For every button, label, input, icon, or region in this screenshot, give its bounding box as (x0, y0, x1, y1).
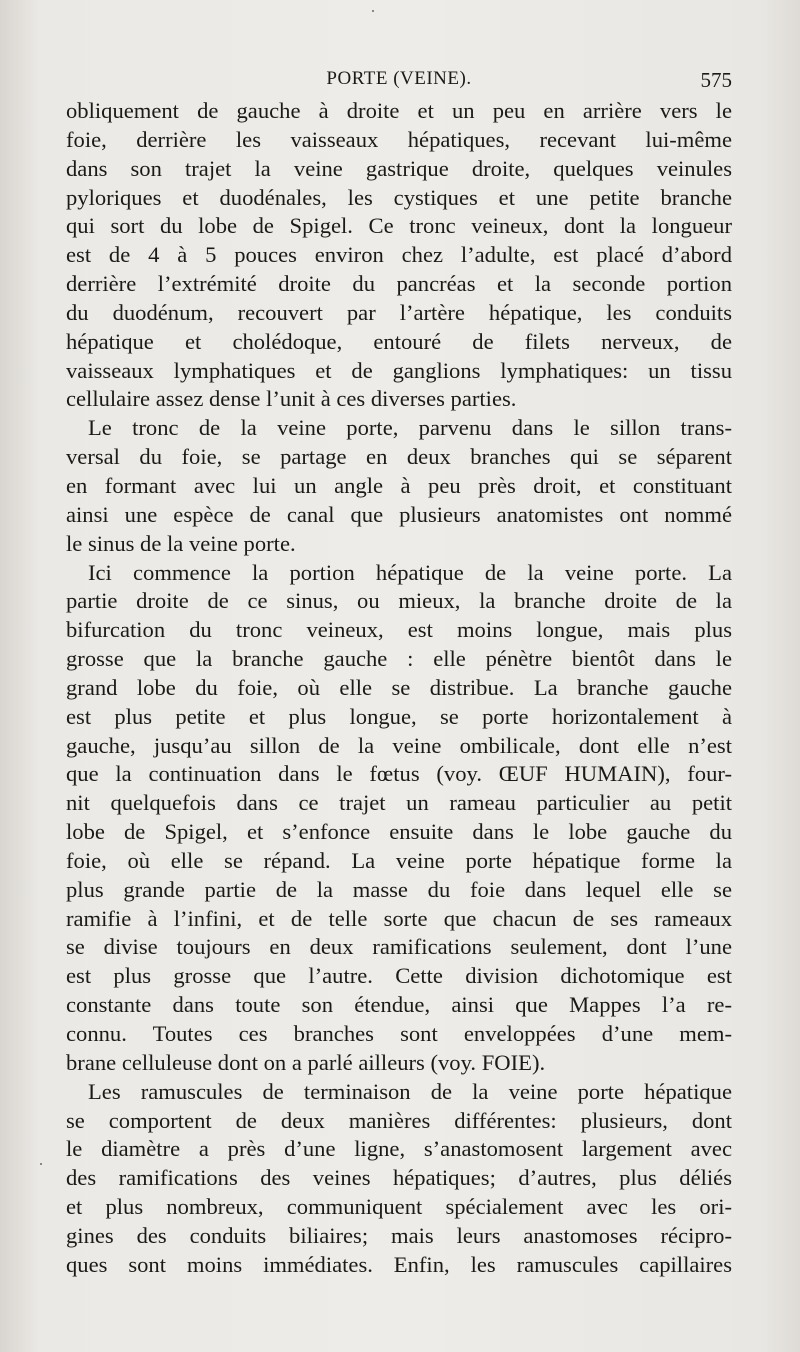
text-line: du duodénum, recouvert par l’artère hépatique, les conduits (66, 299, 732, 325)
text-line: est plus grosse que l’autre. Cette division dichotomique est (66, 963, 732, 989)
text-line: qui sort du lobe de Spigel. Ce tronc veineux, dont la longueur (66, 213, 732, 239)
text-line: Les ramuscules de terminaison de la veine porte hépatique (88, 1078, 732, 1104)
text-line: partie droite de ce sinus, ou mieux, la branche droite de la (66, 588, 732, 614)
text-line: ainsi une espèce de canal que plusieurs anatomistes ont nommé (66, 501, 732, 527)
text-line: Ici commence la portion hépatique de la veine porte. La (88, 559, 732, 585)
text-line: et plus nombreux, communiquent spécialement avec les ori- (66, 1194, 732, 1220)
body-text (66, 97, 732, 1280)
text-line: plus grande partie de la masse du foie dans lequel elle se (66, 876, 732, 902)
text-line: gines des conduits biliaires; mais leurs anastomoses récipro- (66, 1222, 732, 1248)
text-line: grosse que la branche gauche : elle pénètre bientôt dans le (66, 646, 732, 672)
text-line: ques sont moins immédiates. Enfin, les ramuscules capillaires (66, 1251, 732, 1277)
text-line: dans son trajet la veine gastrique droite, quelques veinules (66, 155, 732, 181)
text-line: versal du foie, se partage en deux branches qui se séparent (66, 444, 732, 470)
text-line: des ramifications des veines hépatiques; d’autres, plus déliés (66, 1165, 732, 1191)
text-line: cellulaire assez dense l’unit à ces diverses parties. (66, 386, 517, 412)
page-number: 575 (700, 68, 732, 92)
print-speck (372, 10, 374, 12)
text-line: grand lobe du foie, où elle se distribue. La branche gauche (66, 674, 732, 700)
text-line: gauche, jusqu’au sillon de la veine ombilicale, dont elle n’est (66, 732, 732, 758)
text-line: est plus petite et plus longue, se porte horizontalement à (66, 703, 732, 729)
text-line: en formant avec lui un angle à peu près droit, et constituant (66, 472, 732, 498)
text-line: est de 4 à 5 pouces environ chez l’adulte, est placé d’abord (66, 242, 732, 268)
text-line: obliquement de gauche à droite et un peu en arrière vers le (66, 98, 732, 123)
text-line: le sinus de la veine porte. (66, 530, 296, 556)
text-line: Le tronc de la veine porte, parvenu dans le sillon trans- (88, 415, 732, 441)
text-line: lobe de Spigel, et s’enfonce ensuite dans le lobe gauche du (66, 819, 732, 845)
text-line: foie, où elle se répand. La veine porte hépatique forme la (66, 847, 732, 873)
text-line: hépatique et cholédoque, entouré de filets nerveux, de (66, 328, 732, 354)
text-line: foie, derrière les vaisseaux hépatiques, recevant lui-même (66, 126, 732, 152)
text-line: pyloriques et duodénales, les cystiques et une petite branche (66, 184, 732, 210)
text-line: que la continuation dans le fœtus (voy. ŒUF HUMAIN), four- (66, 761, 732, 787)
text-line: nit quelquefois dans ce trajet un rameau particulier au petit (66, 790, 732, 816)
print-speck (40, 1163, 42, 1165)
running-title: PORTE (VEINE). (326, 68, 472, 89)
text-line: se divise toujours en deux ramifications seulement, dont l’une (66, 934, 732, 960)
text-line: connu. Toutes ces branches sont enveloppées d’une mem- (66, 1021, 732, 1046)
text-line: ramifie à l’infini, et de telle sorte que chacun de ses rameaux (66, 905, 732, 931)
text-line: vaisseaux lymphatiques et de ganglions lymphatiques: un tissu (66, 357, 732, 383)
text-line: se comportent de deux manières différentes: plusieurs, dont (66, 1107, 732, 1133)
text-line: le diamètre a près d’une ligne, s’anastomosent largement avec (66, 1136, 732, 1162)
page-header (66, 64, 732, 98)
text-line: brane celluleuse dont on a parlé ailleurs (voy. FOIE). (66, 1049, 546, 1075)
text-line: derrière l’extrémité droite du pancréas et la seconde portion (66, 271, 732, 297)
text-line: constante dans toute son étendue, ainsi que Mappes l’a re- (66, 992, 732, 1018)
text-line: bifurcation du tronc veineux, est moins longue, mais plus (66, 617, 732, 643)
